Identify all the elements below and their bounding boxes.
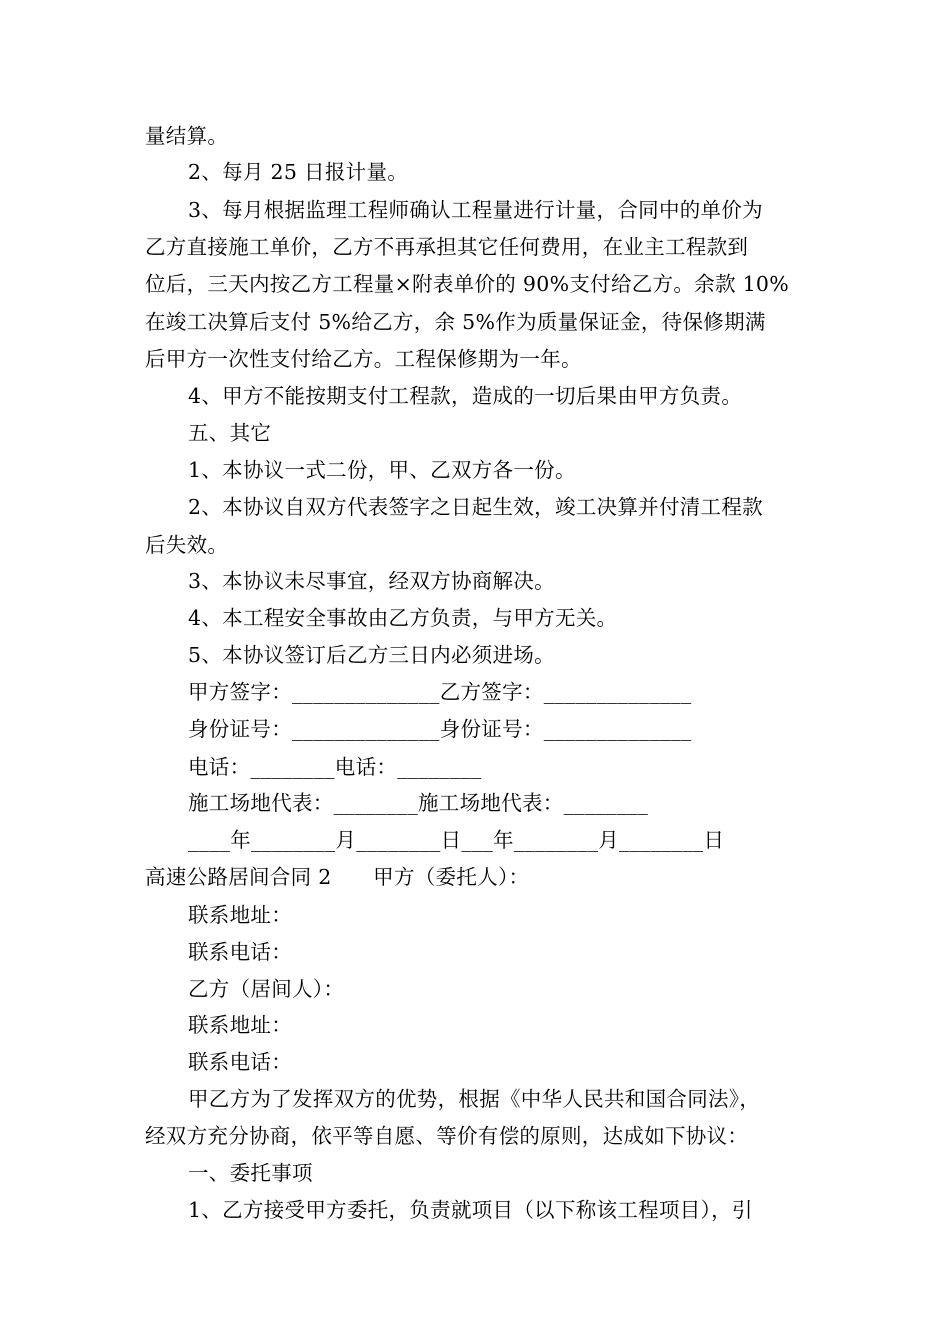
date-line: ____年________月________日___年________月________日 bbox=[188, 828, 725, 852]
paragraph-line: 5、本协议签订后乙方三日内必须进场。 bbox=[188, 643, 555, 667]
signature-line: 甲方签字：______________乙方签字：______________ bbox=[188, 680, 692, 704]
paragraph-line: 联系地址： bbox=[188, 1013, 292, 1037]
paragraph-line: 乙方（居间人）： bbox=[188, 977, 345, 1001]
paragraph-line: 后失效。 bbox=[145, 533, 229, 557]
paragraph-line: 4、甲方不能按期支付工程款，造成的一切后果由甲方负责。 bbox=[188, 384, 743, 408]
paragraph-line: 4、本工程安全事故由乙方负责，与甲方无关。 bbox=[188, 606, 618, 630]
contract-title-line: 高速公路居间合同 2 甲方（委托人）： bbox=[145, 865, 530, 889]
phone-line: 电话：________电话：________ bbox=[188, 755, 482, 779]
paragraph-line: 后甲方一次性支付给乙方。工程保修期为一年。 bbox=[145, 347, 582, 371]
section-heading: 一、委托事项 bbox=[188, 1161, 313, 1185]
section-heading: 五、其它 bbox=[188, 421, 272, 445]
paragraph-line: 位后，三天内按乙方工程量×附表单价的 90%支付给乙方。余款 10% bbox=[145, 272, 790, 296]
id-number-line: 身份证号：______________身份证号：______________ bbox=[188, 717, 692, 741]
paragraph-line: 甲乙方为了发挥双方的优势，根据《中华人民共和国合同法》， bbox=[188, 1087, 761, 1111]
paragraph-line: 2、本协议自双方代表签字之日起生效，竣工决算并付清工程款 bbox=[188, 495, 763, 519]
paragraph-line: 2、每月 25 日报计量。 bbox=[188, 160, 409, 184]
paragraph-line: 3、每月根据监理工程师确认工程量进行计量，合同中的单价为 bbox=[188, 198, 763, 222]
paragraph-line: 量结算。 bbox=[145, 124, 229, 148]
paragraph-line: 乙方直接施工单价，乙方不再承担其它任何费用，在业主工程款到 bbox=[145, 235, 749, 259]
paragraph-line: 联系电话： bbox=[188, 940, 292, 964]
paragraph-line: 联系地址： bbox=[188, 903, 292, 927]
paragraph-line: 3、本协议未尽事宜，经双方协商解决。 bbox=[188, 569, 555, 593]
site-representative-line: 施工场地代表：________施工场地代表：________ bbox=[188, 791, 648, 815]
paragraph-line: 在竣工决算后支付 5%给乙方，余 5%作为质量保证金，待保修期满 bbox=[145, 310, 766, 334]
paragraph-line: 联系电话： bbox=[188, 1050, 292, 1074]
paragraph-line: 经双方充分协商，依平等自愿、等价有偿的原则，达成如下协议： bbox=[145, 1124, 749, 1148]
paragraph-line: 1、本协议一式二份，甲、乙双方各一份。 bbox=[188, 458, 576, 482]
paragraph-line: 1、乙方接受甲方委托，负责就项目（以下称该工程项目），引 bbox=[188, 1198, 753, 1222]
